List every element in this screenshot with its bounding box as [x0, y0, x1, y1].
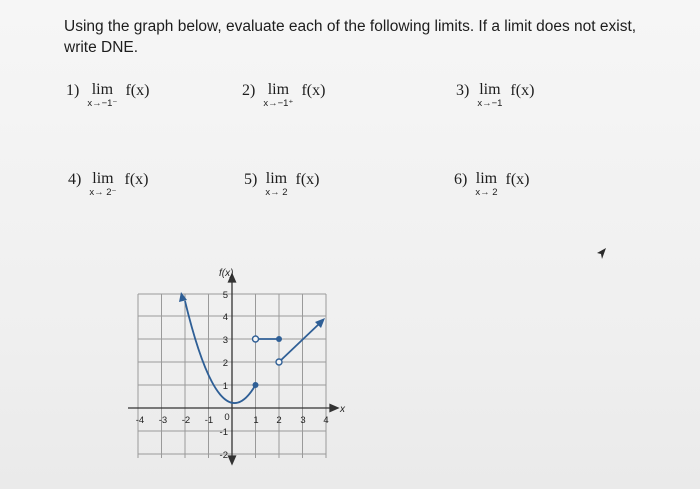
lim-word: lim [475, 170, 498, 187]
y-tick-label: 3 [222, 335, 228, 346]
function-expression: f(x) [505, 171, 530, 188]
problem-number: 4) [68, 171, 82, 188]
limit-subscript: x→ 2⁻ [89, 187, 117, 198]
y-tick-label: 1 [222, 381, 228, 392]
function-expression: f(x) [301, 82, 326, 99]
lim-word: lim [267, 81, 290, 98]
function-expression: f(x) [510, 82, 535, 99]
limit-operator [265, 171, 287, 198]
limit-operator [477, 82, 502, 109]
y-tick-label: 2 [222, 358, 228, 369]
limit-operator [263, 82, 293, 109]
linear-ray [279, 323, 320, 362]
problem-number: 3) [456, 82, 470, 99]
limit-operator [89, 171, 116, 198]
lim-word: lim [92, 170, 114, 187]
lim-word: lim [91, 81, 114, 98]
y-tick-label: -2 [219, 450, 228, 461]
x-tick-label: 3 [300, 415, 306, 426]
limit-subscript: x→−1⁻ [87, 98, 118, 109]
x-tick-label: -4 [135, 415, 145, 426]
x-tick-label: 0 [224, 412, 230, 423]
x-tick-label: 2 [276, 415, 282, 426]
function-expression: f(x) [124, 171, 149, 188]
closed-dot [253, 382, 259, 388]
limit-operator [475, 171, 497, 198]
y-axis-label: f(x) [219, 268, 234, 279]
limit-problem-3 [456, 82, 534, 109]
x-tick-label: 1 [253, 415, 259, 426]
x-axis-label: x [340, 404, 345, 415]
x-tick-label: -1 [204, 415, 214, 426]
function-graph [120, 262, 360, 467]
problem-number: 1) [66, 82, 80, 99]
limit-problem-5 [244, 171, 320, 198]
graph-axes [128, 274, 338, 464]
problem-number: 5) [244, 171, 258, 188]
limit-subscript: x→−1⁺ [263, 98, 294, 109]
y-tick-label: 4 [222, 312, 228, 323]
limit-subscript: x→−1 [477, 98, 503, 109]
x-axis-arrow [330, 405, 338, 412]
function-expression: f(x) [295, 171, 320, 188]
pointer-arrow-icon [596, 247, 608, 261]
y-tick-label: 5 [222, 290, 228, 301]
function-expression: f(x) [125, 82, 150, 99]
limit-problem-4 [68, 171, 149, 198]
limit-subscript: x→ 2 [475, 187, 498, 198]
closed-dot [276, 336, 282, 342]
lim-word: lim [265, 170, 288, 187]
y-tick-label: -1 [219, 427, 228, 438]
limit-operator [87, 82, 117, 109]
limit-problem-2 [242, 82, 325, 109]
open-dot [253, 336, 259, 342]
x-tick-label: -2 [181, 415, 191, 426]
limit-subscript: x→ 2 [265, 187, 288, 198]
problem-number: 6) [454, 171, 468, 188]
open-dot [276, 359, 282, 365]
y-axis-arrow-down [229, 456, 236, 464]
x-tick-label: -3 [158, 415, 168, 426]
instructions-text: Using the graph below, evaluate each of the following limits. If a limit does not exist, write DNE. [64, 18, 637, 56]
lim-word: lim [479, 81, 501, 98]
limit-problem-1 [66, 82, 149, 109]
problem-number: 2) [242, 82, 256, 99]
x-tick-label: 4 [323, 415, 329, 426]
limit-problem-6 [454, 171, 530, 198]
